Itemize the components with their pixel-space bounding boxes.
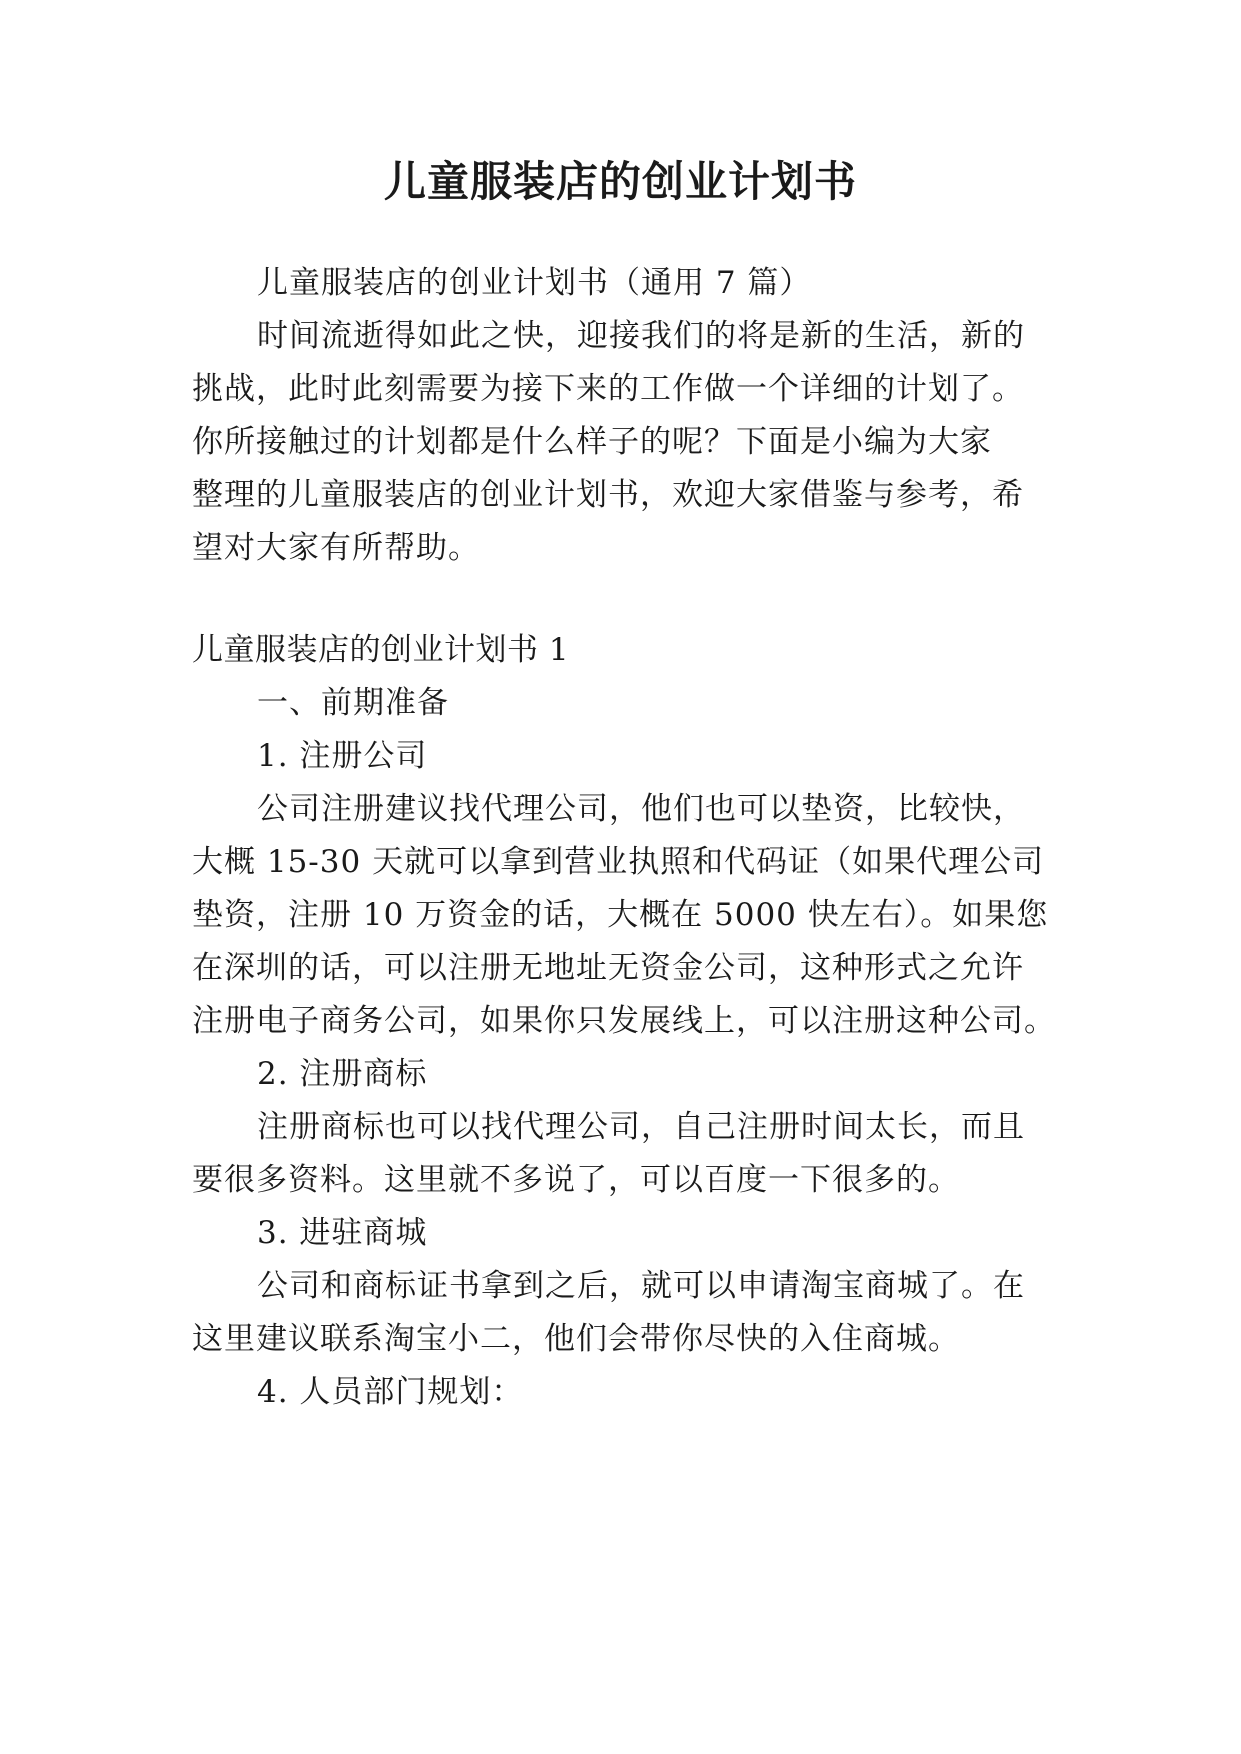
paragraph-line: 公司和商标证书拿到之后，就可以申请淘宝商城了。在 xyxy=(257,1268,1025,1304)
document-title: 儿童服装店的创业计划书 xyxy=(383,157,857,206)
paragraph-line: 公司注册建议找代理公司，他们也可以垫资，比较快， xyxy=(257,791,1025,827)
intro-line: 时间流逝得如此之快，迎接我们的将是新的生活，新的 xyxy=(257,318,1025,354)
item-heading-enter-mall: 3. 进驻商城 xyxy=(257,1215,428,1251)
item-heading-staff-planning: 4. 人员部门规划： xyxy=(257,1374,524,1410)
paragraph-line: 注册电子商务公司，如果你只发展线上，可以注册这种公司。 xyxy=(192,1003,1056,1039)
intro-line: 整理的儿童服装店的创业计划书，欢迎大家借鉴与参考，希 xyxy=(192,477,1024,513)
item-heading-register-trademark: 2. 注册商标 xyxy=(257,1056,428,1092)
item-heading-register-company: 1. 注册公司 xyxy=(257,738,428,774)
intro-line: 你所接触过的计划都是什么样子的呢？下面是小编为大家 xyxy=(192,424,992,460)
paragraph-line: 注册商标也可以找代理公司，自己注册时间太长，而且 xyxy=(257,1109,1025,1145)
paragraph-line: 这里建议联系淘宝小二，他们会带你尽快的入住商城。 xyxy=(192,1321,960,1357)
intro-line: 望对大家有所帮助。 xyxy=(192,530,480,566)
section-heading: 儿童服装店的创业计划书 1 xyxy=(192,632,570,668)
document-subtitle: 儿童服装店的创业计划书（通用 7 篇） xyxy=(257,265,812,301)
paragraph-line: 在深圳的话，可以注册无地址无资金公司，这种形式之允许 xyxy=(192,950,1024,986)
part-heading: 一、前期准备 xyxy=(257,685,449,721)
paragraph-line: 大概 15-30 天就可以拿到营业执照和代码证（如果代理公司 xyxy=(192,844,1045,880)
paragraph-line: 垫资，注册 10 万资金的话，大概在 5000 快左右）。如果您 xyxy=(192,897,1049,933)
intro-line: 挑战，此时此刻需要为接下来的工作做一个详细的计划了。 xyxy=(192,371,1024,407)
paragraph-line: 要很多资料。这里就不多说了，可以百度一下很多的。 xyxy=(192,1162,960,1198)
